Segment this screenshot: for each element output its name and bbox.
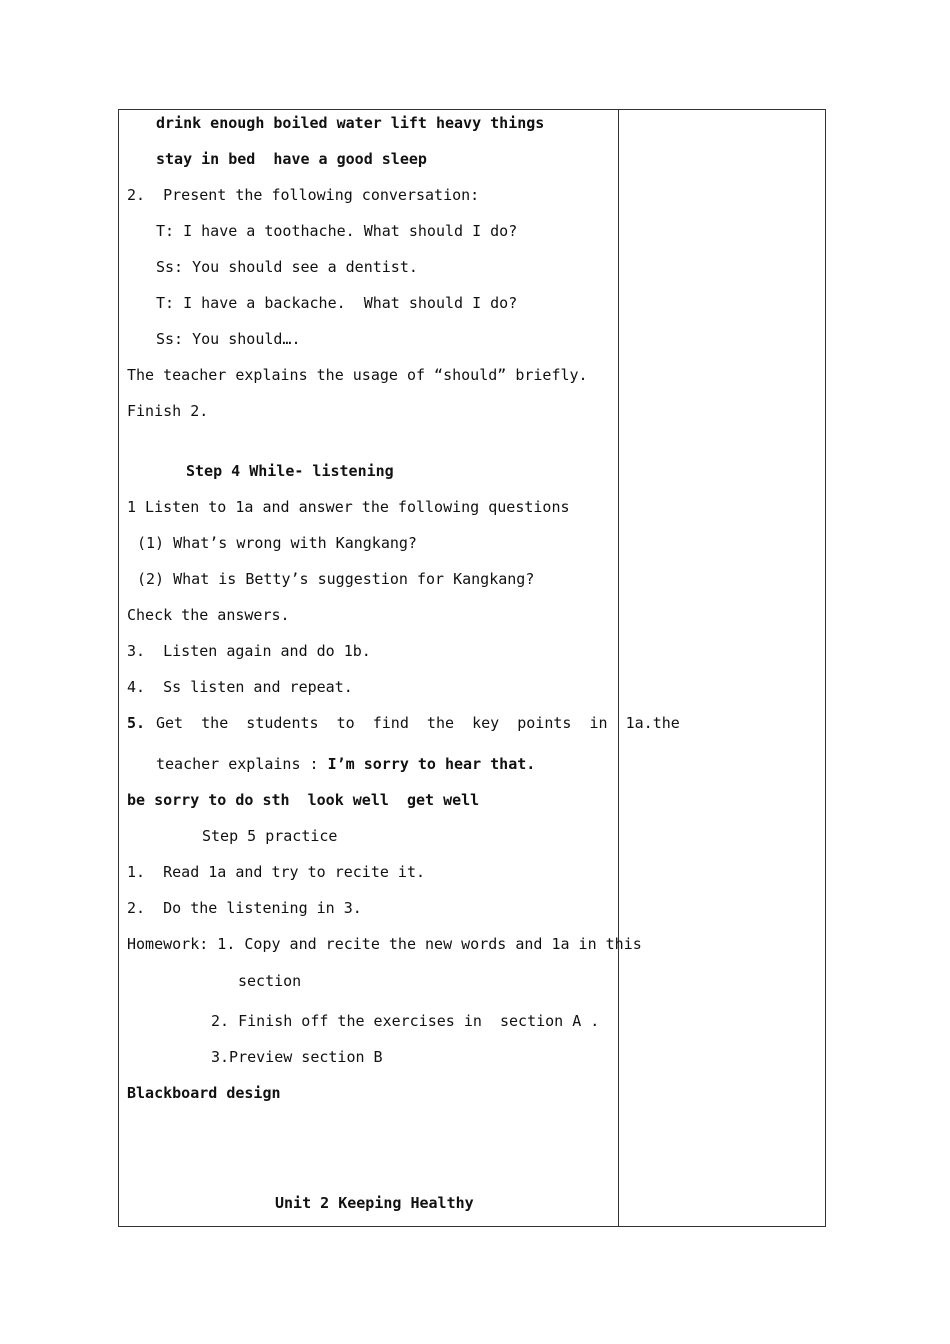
task-5-explains: teacher explains : bbox=[156, 755, 328, 773]
check-answers: Check the answers. bbox=[127, 606, 290, 624]
key-phrase: I’m sorry to hear that. bbox=[327, 755, 536, 773]
step-5-heading: Step 5 practice bbox=[202, 827, 338, 845]
task-5-text: Get the students to find the key points in 1a.the bbox=[156, 714, 680, 732]
step-4-heading: Step 4 While- listening bbox=[186, 462, 394, 480]
blackboard-title: Unit 2 Keeping Healthy bbox=[275, 1194, 474, 1212]
task-5-continued bbox=[156, 755, 535, 773]
task-5-number: 5. bbox=[127, 714, 146, 732]
dialogue-line-3: T: I have a backache. What should I do? bbox=[156, 294, 518, 312]
vocab-line-2: stay in bed have a good sleep bbox=[156, 150, 427, 168]
listening-task-3: 3. Listen again and do 1b. bbox=[127, 642, 371, 660]
step-item-2: 2. Present the following conversation: bbox=[127, 186, 480, 204]
practice-item-2: 2. Do the listening in 3. bbox=[127, 899, 362, 917]
blackboard-heading: Blackboard design bbox=[127, 1084, 281, 1102]
homework-line-1: Homework: 1. Copy and recite the new words and 1a in this bbox=[127, 935, 642, 953]
question-2: (2) What is Betty’s suggestion for Kangkang? bbox=[137, 570, 535, 588]
dialogue-line-2: Ss: You should see a dentist. bbox=[156, 258, 418, 276]
table-column-divider bbox=[618, 109, 619, 1227]
homework-line-3: 3.Preview section B bbox=[211, 1048, 383, 1066]
vocab-line-1: drink enough boiled water lift heavy things bbox=[156, 114, 545, 132]
listening-task-1: 1 Listen to 1a and answer the following questions bbox=[127, 498, 570, 516]
finish-note: Finish 2. bbox=[127, 402, 209, 420]
key-phrases: be sorry to do sth look well get well bbox=[127, 791, 480, 809]
listening-task-4: 4. Ss listen and repeat. bbox=[127, 678, 353, 696]
practice-item-1: 1. Read 1a and try to recite it. bbox=[127, 863, 426, 881]
homework-line-1-cont: section bbox=[238, 972, 302, 990]
question-1: (1) What’s wrong with Kangkang? bbox=[137, 534, 417, 552]
dialogue-line-4: Ss: You should…. bbox=[156, 330, 301, 348]
dialogue-line-1: T: I have a toothache. What should I do? bbox=[156, 222, 518, 240]
homework-line-2: 2. Finish off the exercises in section A . bbox=[211, 1012, 600, 1030]
teacher-note: The teacher explains the usage of “should” briefly. bbox=[127, 366, 588, 384]
